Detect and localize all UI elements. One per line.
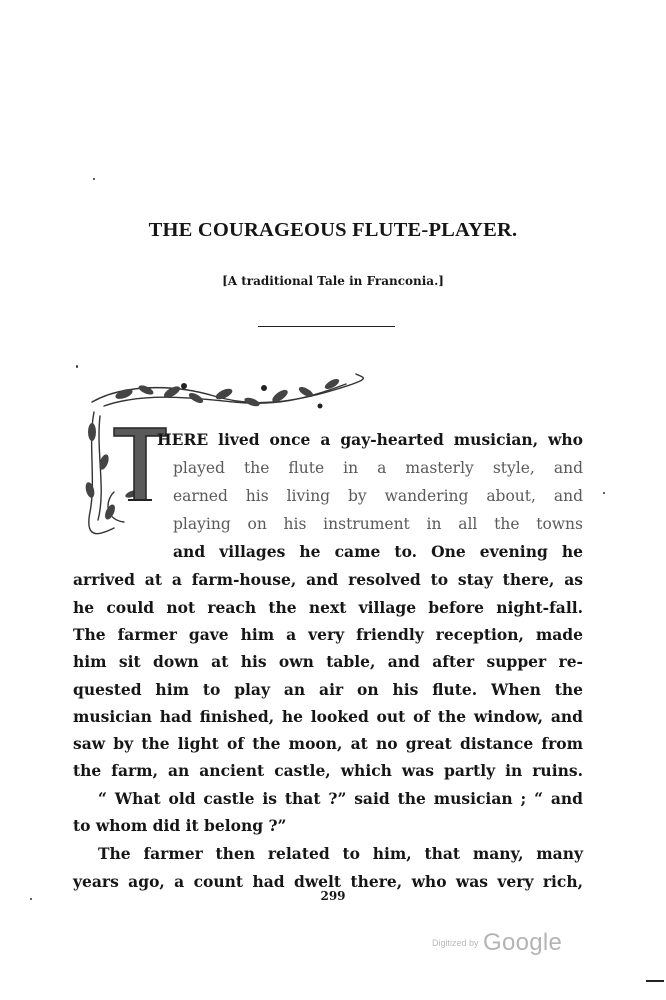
text-line: “ What old castle is that ?” said the musician ; “ and (98, 789, 583, 808)
watermark-brand: Google (482, 929, 563, 956)
text-line: arrived at a farm-house, and resolved to stay there, as (73, 570, 583, 589)
text-line: musician had finished, he looked out of the window, and (73, 707, 583, 726)
title-rule (258, 326, 395, 327)
scan-speck (93, 178, 95, 180)
page-title: THE COURAGEOUS FLUTE-PLAYER. (148, 219, 518, 241)
scan-speck (30, 898, 32, 900)
page-edge-mark (646, 980, 664, 982)
text-line: The farmer then related to him, that many, many (98, 844, 583, 863)
text-line: to whom did it belong ?” (73, 816, 287, 835)
text-line: The farmer gave him a very friendly reception, made (73, 625, 583, 644)
page-number: 299 (320, 889, 346, 903)
text-line: and villages he came to. One evening he (173, 542, 583, 561)
text-line: he could not reach the next village before night-fall. (73, 598, 583, 617)
text-line: the farm, an ancient castle, which was partly in ruins. (73, 761, 583, 780)
subtitle: [A traditional Tale in Franconia.] (222, 274, 444, 288)
text-line: played the flute in a masterly style, and (173, 459, 583, 477)
text-line: playing on his instrument in all the towns (173, 515, 583, 533)
text-line: HERE lived once a gay-hearted musician, who (157, 430, 583, 449)
watermark-prefix: Digitized by (432, 938, 479, 948)
text-line: earned his living by wandering about, and (173, 487, 583, 505)
text-line: quested him to play an air on his flute. When the (73, 680, 583, 699)
digitized-watermark (432, 929, 562, 957)
text-line: saw by the light of the moon, at no great distance from (73, 734, 583, 753)
text-line: years ago, a count had dwelt there, who was very rich, (73, 872, 583, 891)
scan-speck (76, 365, 78, 368)
text-line: him sit down at his own table, and after supper re- (73, 652, 583, 671)
scan-speck (603, 492, 605, 494)
